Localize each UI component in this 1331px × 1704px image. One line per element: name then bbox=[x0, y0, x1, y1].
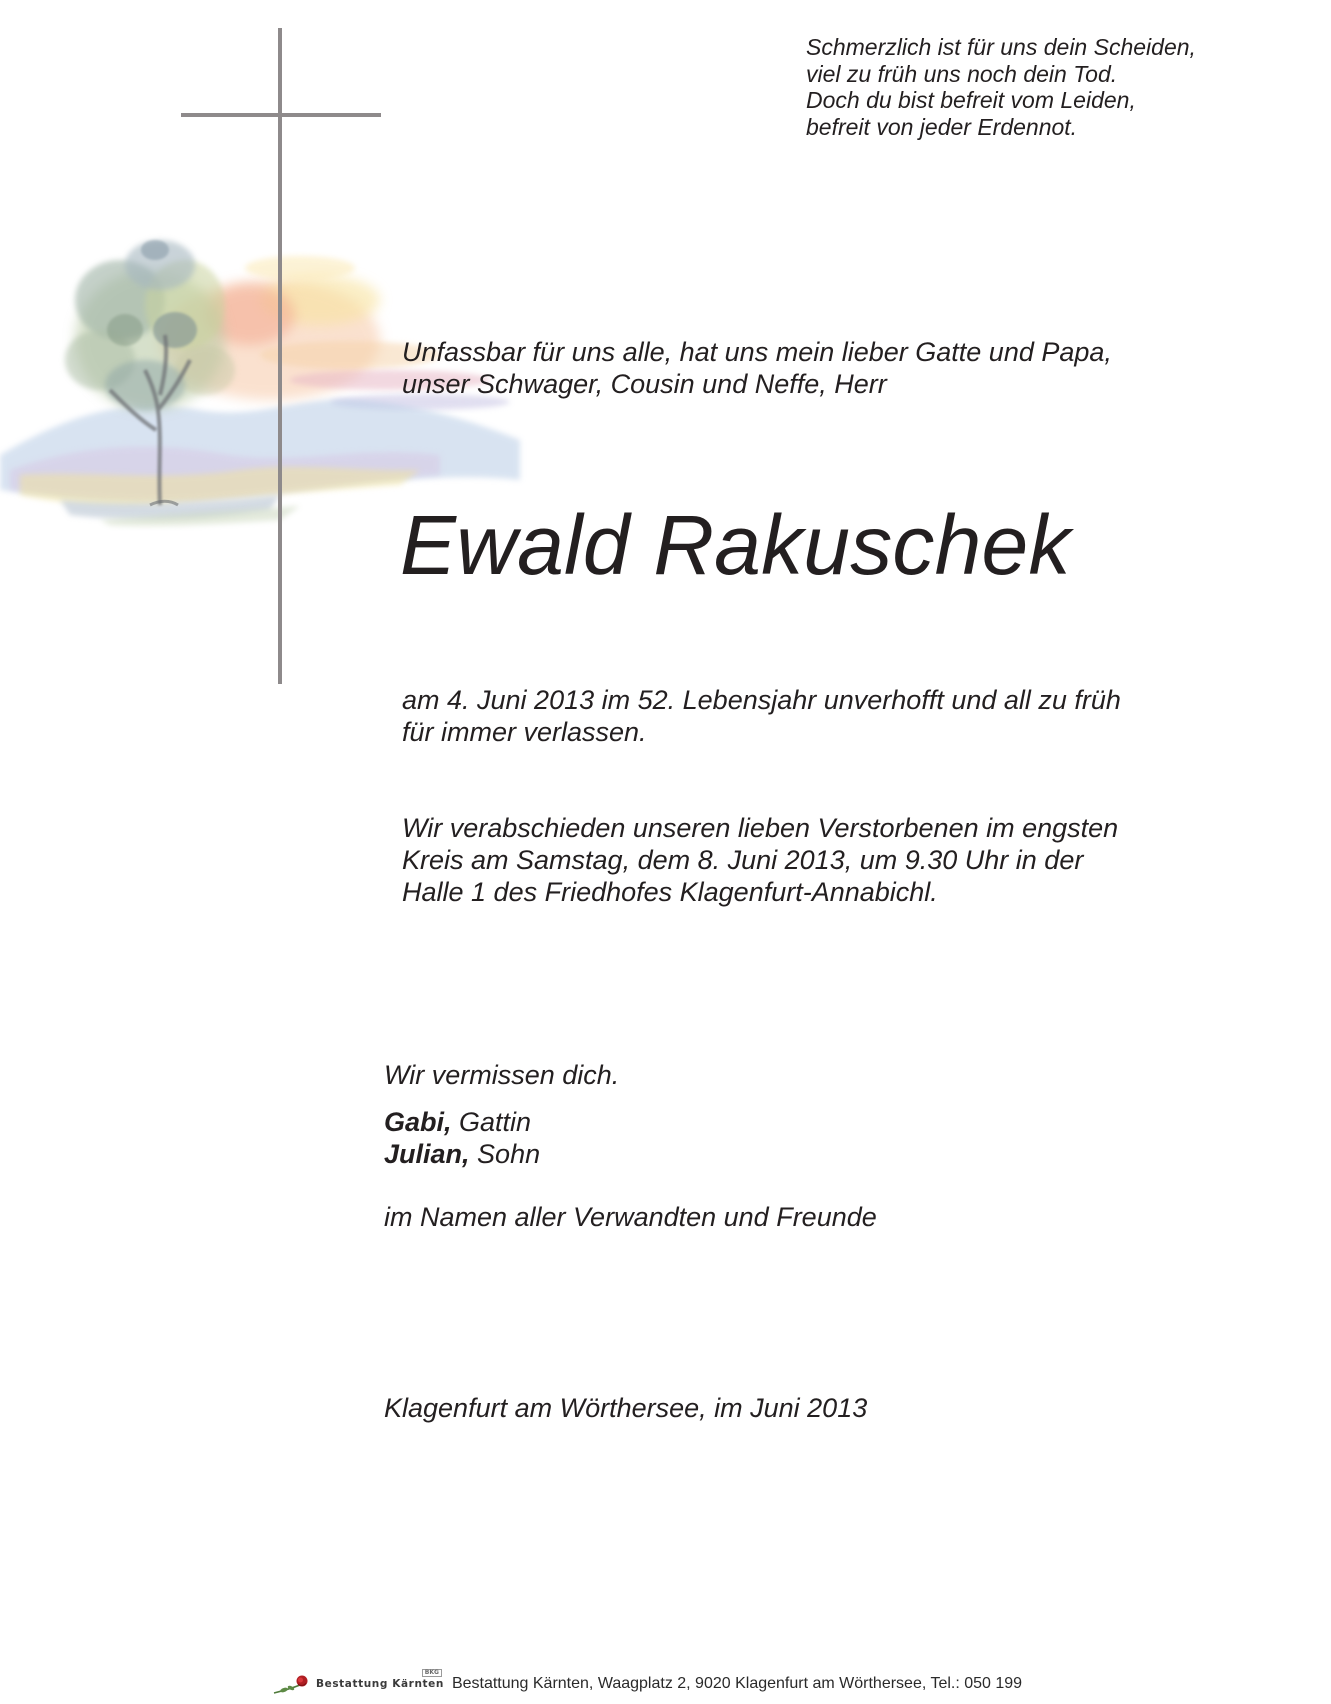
poem-line: Doch du bist befreit vom Leiden, bbox=[806, 87, 1136, 113]
logo-wordmark: Bestattung Kärnten bbox=[316, 1678, 444, 1690]
death-line: am 4. Juni 2013 im 52. Lebensjahr unverhofft und all zu früh bbox=[402, 685, 1121, 715]
intro-text bbox=[402, 337, 1262, 400]
family-list bbox=[384, 1106, 540, 1170]
place-date: Klagenfurt am Wörthersee, im Juni 2013 bbox=[384, 1393, 868, 1423]
death-notice bbox=[402, 685, 1262, 748]
funeral-line: Kreis am Samstag, dem 8. Juni 2013, um 9.30 Uhr in der bbox=[402, 845, 1084, 875]
family-member bbox=[384, 1106, 540, 1138]
logo-badge: BKG bbox=[422, 1669, 442, 1677]
deceased-name: Ewald Rakuschek bbox=[400, 498, 1071, 592]
behalf-line: im Namen aller Verwandten und Freunde bbox=[384, 1202, 877, 1232]
miss-line: Wir vermissen dich. bbox=[384, 1060, 620, 1090]
rose-icon bbox=[272, 1671, 314, 1697]
poem-line: viel zu früh uns noch dein Tod. bbox=[806, 60, 1118, 87]
family-member bbox=[384, 1138, 540, 1170]
family-member-name: Julian, bbox=[384, 1139, 470, 1169]
funeral-line: Wir verabschieden unseren lieben Verstorbenen im engsten bbox=[402, 813, 1119, 843]
poem-line: befreit von jeder Erdennot. bbox=[806, 113, 1078, 140]
logo-text bbox=[316, 1669, 444, 1690]
family-member-relation: Gattin bbox=[459, 1107, 532, 1137]
memorial-poem bbox=[806, 34, 1286, 140]
funeral-home-logo bbox=[272, 1671, 444, 1697]
funeral-notice bbox=[402, 812, 1262, 908]
poem-line: Schmerzlich ist für uns dein Scheiden, bbox=[806, 34, 1196, 60]
death-line: für immer verlassen. bbox=[402, 716, 647, 747]
intro-line: unser Schwager, Cousin und Neffe, Herr bbox=[402, 368, 887, 399]
footer-address: Bestattung Kärnten, Waagplatz 2, 9020 Klagenfurt am Wörthersee, Tel.: 050 199 bbox=[451, 1675, 1023, 1692]
funeral-line: Halle 1 des Friedhofes Klagenfurt-Annabichl. bbox=[402, 877, 938, 907]
intro-line: Unfassbar für uns alle, hat uns mein lieber Gatte und Papa, bbox=[402, 337, 1112, 367]
family-member-relation: Sohn bbox=[477, 1139, 541, 1169]
family-member-name: Gabi, bbox=[384, 1107, 452, 1137]
footer bbox=[272, 1671, 1022, 1697]
